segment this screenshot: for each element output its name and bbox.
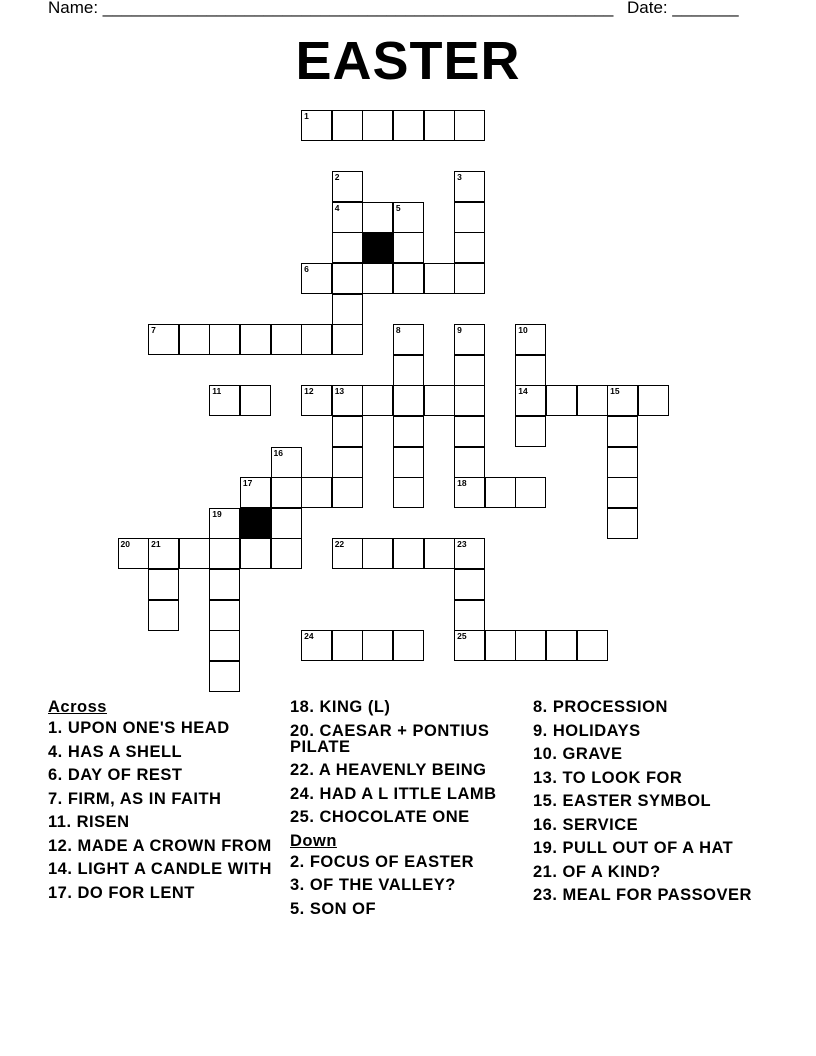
clue-number: 6 bbox=[304, 264, 309, 274]
crossword-cell[interactable] bbox=[454, 569, 485, 600]
clue-text: 15. EASTER SYMBOL bbox=[533, 792, 712, 810]
clue-text: 23. MEAL FOR PASSOVER bbox=[533, 886, 752, 904]
crossword-cell[interactable] bbox=[301, 385, 332, 416]
crossword-cell[interactable] bbox=[148, 324, 179, 355]
crossword-cell[interactable] bbox=[393, 447, 424, 478]
crossword-cell[interactable] bbox=[240, 385, 271, 416]
crossword-cell[interactable] bbox=[454, 416, 485, 447]
clue-number: 18 bbox=[457, 478, 467, 489]
clue-number: 14 bbox=[518, 386, 528, 397]
crossword-cell[interactable] bbox=[393, 477, 424, 508]
crossword-cell[interactable] bbox=[424, 385, 455, 416]
clue-text: 18. KING (L) bbox=[290, 698, 391, 716]
clue-column-1 bbox=[48, 699, 283, 908]
crossword-cell[interactable] bbox=[546, 630, 577, 661]
crossword-cell[interactable] bbox=[332, 263, 363, 294]
crossword-cell[interactable] bbox=[454, 355, 485, 386]
crossword-cell[interactable] bbox=[301, 324, 332, 355]
crossword-block-cell bbox=[362, 232, 393, 263]
crossword-cell[interactable] bbox=[607, 508, 638, 539]
crossword-cell[interactable] bbox=[393, 110, 424, 141]
crossword-cell[interactable] bbox=[393, 385, 424, 416]
clue-text: 4. HAS A SHELL bbox=[48, 742, 183, 761]
crossword-cell[interactable] bbox=[271, 508, 302, 539]
clue-number: 2 bbox=[334, 172, 340, 183]
crossword-cell[interactable] bbox=[362, 263, 393, 294]
crossword-cell[interactable] bbox=[209, 324, 240, 355]
crossword-cell[interactable] bbox=[607, 447, 638, 478]
crossword-cell[interactable] bbox=[332, 294, 363, 325]
crossword-cell[interactable] bbox=[362, 385, 393, 416]
clue-number: 15 bbox=[610, 386, 620, 397]
clue-text: 5. SON OF bbox=[290, 899, 377, 918]
crossword-cell[interactable] bbox=[454, 263, 485, 294]
crossword-cell[interactable] bbox=[271, 447, 302, 478]
clue-section-heading: Across bbox=[48, 698, 107, 716]
crossword-cell[interactable] bbox=[485, 630, 516, 661]
crossword-cell[interactable] bbox=[362, 110, 393, 141]
clue-number: 17 bbox=[242, 478, 253, 489]
crossword-cell[interactable] bbox=[301, 263, 332, 294]
clue-number: 12 bbox=[304, 386, 314, 397]
crossword-cell[interactable] bbox=[607, 477, 638, 508]
crossword-cell[interactable] bbox=[332, 538, 363, 569]
crossword-cell[interactable] bbox=[332, 324, 363, 355]
clue-number: 16 bbox=[273, 447, 283, 458]
crossword-cell[interactable] bbox=[362, 538, 393, 569]
clue-number: 24 bbox=[304, 631, 314, 642]
crossword-cell[interactable] bbox=[515, 477, 546, 508]
crossword-cell[interactable] bbox=[454, 447, 485, 478]
clue-number: 4 bbox=[334, 202, 340, 213]
clue-number: 13 bbox=[334, 386, 345, 397]
crossword-cell[interactable] bbox=[454, 202, 485, 233]
clue-text: 20. CAESAR + PONTIUS PILATE bbox=[290, 721, 490, 756]
crossword-cell[interactable] bbox=[362, 202, 393, 233]
crossword-cell[interactable] bbox=[209, 385, 240, 416]
crossword-cell[interactable] bbox=[301, 110, 332, 141]
clue-text: 6. DAY OF REST bbox=[48, 766, 183, 784]
clue-number: 20 bbox=[120, 539, 130, 550]
crossword-cell[interactable] bbox=[638, 385, 669, 416]
crossword-cell[interactable] bbox=[332, 385, 363, 416]
crossword-cell[interactable] bbox=[454, 600, 485, 631]
clue-text: 13. TO LOOK FOR bbox=[533, 768, 683, 787]
crossword-cell[interactable] bbox=[209, 630, 240, 661]
crossword-cell[interactable] bbox=[393, 232, 424, 263]
clue-number: 10 bbox=[518, 325, 528, 336]
crossword-cell[interactable] bbox=[301, 630, 332, 661]
crossword-cell[interactable] bbox=[485, 477, 516, 508]
crossword-cell[interactable] bbox=[209, 538, 240, 569]
clue-number: 7 bbox=[151, 325, 156, 336]
name-field-label: Name: ______________________________________________________ bbox=[48, 0, 614, 17]
crossword-cell[interactable] bbox=[118, 538, 149, 569]
date-field-label: Date: _______ bbox=[627, 0, 739, 17]
clue-number: 19 bbox=[212, 508, 222, 519]
clue-number: 25 bbox=[457, 631, 467, 642]
crossword-cell[interactable] bbox=[393, 538, 424, 569]
crossword-cell[interactable] bbox=[240, 477, 271, 508]
clue-column-2 bbox=[290, 699, 525, 924]
clue-text: 21. OF A KIND? bbox=[533, 862, 661, 881]
crossword-cell[interactable] bbox=[332, 630, 363, 661]
crossword-cell[interactable] bbox=[332, 447, 363, 478]
crossword-cell[interactable] bbox=[209, 661, 240, 692]
clue-number: 21 bbox=[151, 539, 161, 550]
crossword-cell[interactable] bbox=[546, 385, 577, 416]
clue-number: 23 bbox=[457, 539, 467, 550]
clue-number: 9 bbox=[457, 325, 462, 336]
crossword-cell[interactable] bbox=[424, 263, 455, 294]
crossword-cell[interactable] bbox=[577, 630, 608, 661]
clue-text: 19. PULL OUT OF A HAT bbox=[533, 839, 734, 857]
clue-text: 10. GRAVE bbox=[533, 745, 623, 763]
clue-section-heading: Down bbox=[290, 831, 337, 850]
clue-text: 11. RISEN bbox=[48, 813, 130, 831]
crossword-cell[interactable] bbox=[301, 477, 332, 508]
crossword-cell[interactable] bbox=[515, 416, 546, 447]
crossword-cell[interactable] bbox=[148, 569, 179, 600]
clue-text: 3. OF THE VALLEY? bbox=[290, 876, 456, 894]
clue-column-3 bbox=[533, 699, 768, 911]
crossword-cell[interactable] bbox=[393, 202, 424, 233]
clue-text: 16. SERVICE bbox=[533, 815, 639, 834]
crossword-cell[interactable] bbox=[393, 355, 424, 386]
clue-text: 12. MADE A CROWN FROM bbox=[48, 836, 272, 855]
crossword-cell[interactable] bbox=[148, 600, 179, 631]
crossword-cell[interactable] bbox=[393, 324, 424, 355]
crossword-cell[interactable] bbox=[454, 477, 485, 508]
clue-number: 22 bbox=[334, 539, 345, 550]
clue-text: 2. FOCUS OF EASTER bbox=[290, 852, 475, 871]
clue-text: 17. DO FOR LENT bbox=[48, 883, 195, 902]
crossword-cell[interactable] bbox=[424, 538, 455, 569]
crossword-cell[interactable] bbox=[148, 538, 179, 569]
crossword-cell[interactable] bbox=[209, 600, 240, 631]
crossword-cell[interactable] bbox=[271, 477, 302, 508]
crossword-cell[interactable] bbox=[332, 477, 363, 508]
crossword-cell[interactable] bbox=[607, 416, 638, 447]
crossword-cell[interactable] bbox=[209, 569, 240, 600]
crossword-cell[interactable] bbox=[515, 630, 546, 661]
crossword-cell[interactable] bbox=[271, 538, 302, 569]
crossword-cell[interactable] bbox=[179, 538, 210, 569]
crossword-cell[interactable] bbox=[240, 538, 271, 569]
crossword-cell[interactable] bbox=[332, 416, 363, 447]
crossword-cell[interactable] bbox=[515, 385, 546, 416]
crossword-cell[interactable] bbox=[607, 385, 638, 416]
crossword-cell[interactable] bbox=[454, 630, 485, 661]
crossword-cell[interactable] bbox=[424, 110, 455, 141]
crossword-cell[interactable] bbox=[209, 508, 240, 539]
crossword-cell[interactable] bbox=[332, 110, 363, 141]
crossword-block-cell bbox=[240, 508, 271, 539]
crossword-cell[interactable] bbox=[332, 232, 363, 263]
clue-text: 1. UPON ONE'S HEAD bbox=[48, 719, 230, 737]
crossword-cell[interactable] bbox=[454, 110, 485, 141]
crossword-cell[interactable] bbox=[515, 355, 546, 386]
crossword-cell[interactable] bbox=[515, 324, 546, 355]
crossword-cell[interactable] bbox=[454, 324, 485, 355]
clue-text: 8. PROCESSION bbox=[533, 698, 668, 716]
page-title: EASTER bbox=[295, 31, 521, 91]
crossword-cell[interactable] bbox=[271, 324, 302, 355]
clue-number: 11 bbox=[212, 386, 222, 397]
crossword-cell[interactable] bbox=[393, 630, 424, 661]
crossword-cell[interactable] bbox=[393, 263, 424, 294]
crossword-cell[interactable] bbox=[362, 630, 393, 661]
clue-text: 7. FIRM, AS IN FAITH bbox=[48, 789, 222, 808]
clue-text: 25. CHOCOLATE ONE bbox=[290, 808, 470, 826]
crossword-cell[interactable] bbox=[332, 171, 363, 202]
crossword-cell[interactable] bbox=[393, 416, 424, 447]
clue-number: 1 bbox=[304, 111, 309, 121]
crossword-cell[interactable] bbox=[454, 538, 485, 569]
crossword-cell[interactable] bbox=[240, 324, 271, 355]
crossword-cell[interactable] bbox=[454, 385, 485, 416]
clue-number: 8 bbox=[395, 325, 401, 336]
clue-text: 9. HOLIDAYS bbox=[533, 721, 641, 740]
crossword-cell[interactable] bbox=[454, 232, 485, 263]
crossword-cell[interactable] bbox=[454, 171, 485, 202]
clue-number: 5 bbox=[395, 202, 401, 213]
crossword-cell[interactable] bbox=[332, 202, 363, 233]
crossword-cell[interactable] bbox=[577, 385, 608, 416]
clue-text: 14. LIGHT A CANDLE WITH bbox=[48, 860, 272, 878]
clue-text: 24. HAD A L ITTLE LAMB bbox=[290, 784, 497, 803]
clue-text: 22. A HEAVENLY BEING bbox=[290, 761, 487, 779]
clue-number: 3 bbox=[457, 172, 462, 183]
crossword-cell[interactable] bbox=[179, 324, 210, 355]
